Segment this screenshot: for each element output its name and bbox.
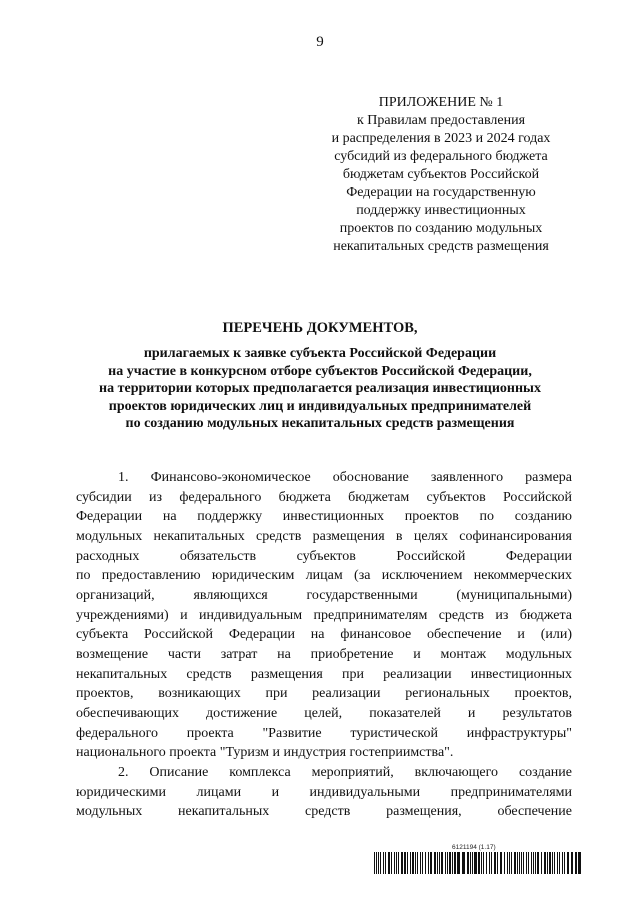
document-body — [76, 468, 572, 822]
body-line: модульных некапитальных средств размещения, обеспечение — [76, 804, 572, 820]
subtitle-line: по созданию модульных некапитальных средств размещения — [125, 416, 515, 432]
subtitle-line: прилагаемых к заявке субъекта Российской Федерации — [143, 346, 497, 361]
document-title: ПЕРЕЧЕНЬ ДОКУМЕНТОВ, — [222, 320, 418, 336]
body-line: возмещение части затрат на приобретение и монтаж модульных — [76, 646, 572, 662]
barcode-label: 6121194 (1.17) — [452, 844, 496, 851]
body-line: некапитальных средств размещения при реализации инвестиционных — [76, 666, 572, 682]
document-subtitle — [40, 345, 600, 433]
appendix-line: и распределения в 2023 и 2024 годах — [331, 131, 551, 146]
body-line: субъекта Российской Федерации на финансовое обеспечение и (или) — [76, 627, 572, 643]
appendix-line: к Правилам предоставления — [356, 113, 526, 128]
body-line: учреждениями) и индивидуальным предпринимателям средств из бюджета — [76, 607, 572, 623]
body-line: национального проекта "Туризм и индустрия гостеприимства". — [76, 745, 454, 761]
body-line: по предоставлению юридическим лицам (за исключением некоммерческих — [76, 568, 572, 584]
page-number: 9 — [316, 34, 324, 50]
body-line: субсидии из федерального бюджета бюджетам субъектов Российской — [76, 489, 572, 505]
body-line: организаций, являющихся государственными (муниципальными) — [76, 587, 572, 603]
appendix-header — [300, 94, 582, 256]
appendix-line: бюджетам субъектов Российской — [342, 167, 540, 182]
body-line: федерального проекта "Развитие туристической инфраструктуры" — [76, 725, 572, 741]
barcode-icon — [374, 852, 582, 874]
appendix-line: Федерации на государственную — [346, 185, 536, 200]
body-line: 1. Финансово-экономическое обоснование заявленного размера — [118, 470, 572, 485]
appendix-line: некапитальных средств размещения — [333, 239, 549, 254]
subtitle-line: проектов юридических лиц и индивидуальных предпринимателей — [108, 398, 532, 414]
body-line: 2. Описание комплекса мероприятий, включающего создание — [118, 764, 572, 780]
appendix-line: ПРИЛОЖЕНИЕ № 1 — [378, 95, 504, 110]
body-line: юридическими лицами и индивидуальными предпринимателями — [76, 784, 572, 800]
body-line: модульных некапитальных средств размещения в целях софинансирования — [76, 528, 572, 544]
subtitle-line: на территории которых предполагается реализация инвестиционных — [99, 381, 541, 397]
body-line: расходных обязательств субъектов Российской Федерации — [76, 548, 572, 564]
appendix-line: поддержку инвестиционных — [356, 203, 526, 218]
appendix-line: проектов по созданию модульных — [339, 221, 543, 236]
body-line: Федерации на поддержку инвестиционных проектов по созданию — [76, 509, 572, 525]
subtitle-line: на участие в конкурсном отборе субъектов Российской Федерации, — [108, 363, 532, 379]
appendix-line: субсидий из федерального бюджета — [334, 149, 548, 164]
body-line: проектов, возникающих при реализации региональных проектов, — [76, 686, 572, 702]
body-line: обеспечивающих достижение целей, показателей и результатов — [76, 705, 572, 721]
